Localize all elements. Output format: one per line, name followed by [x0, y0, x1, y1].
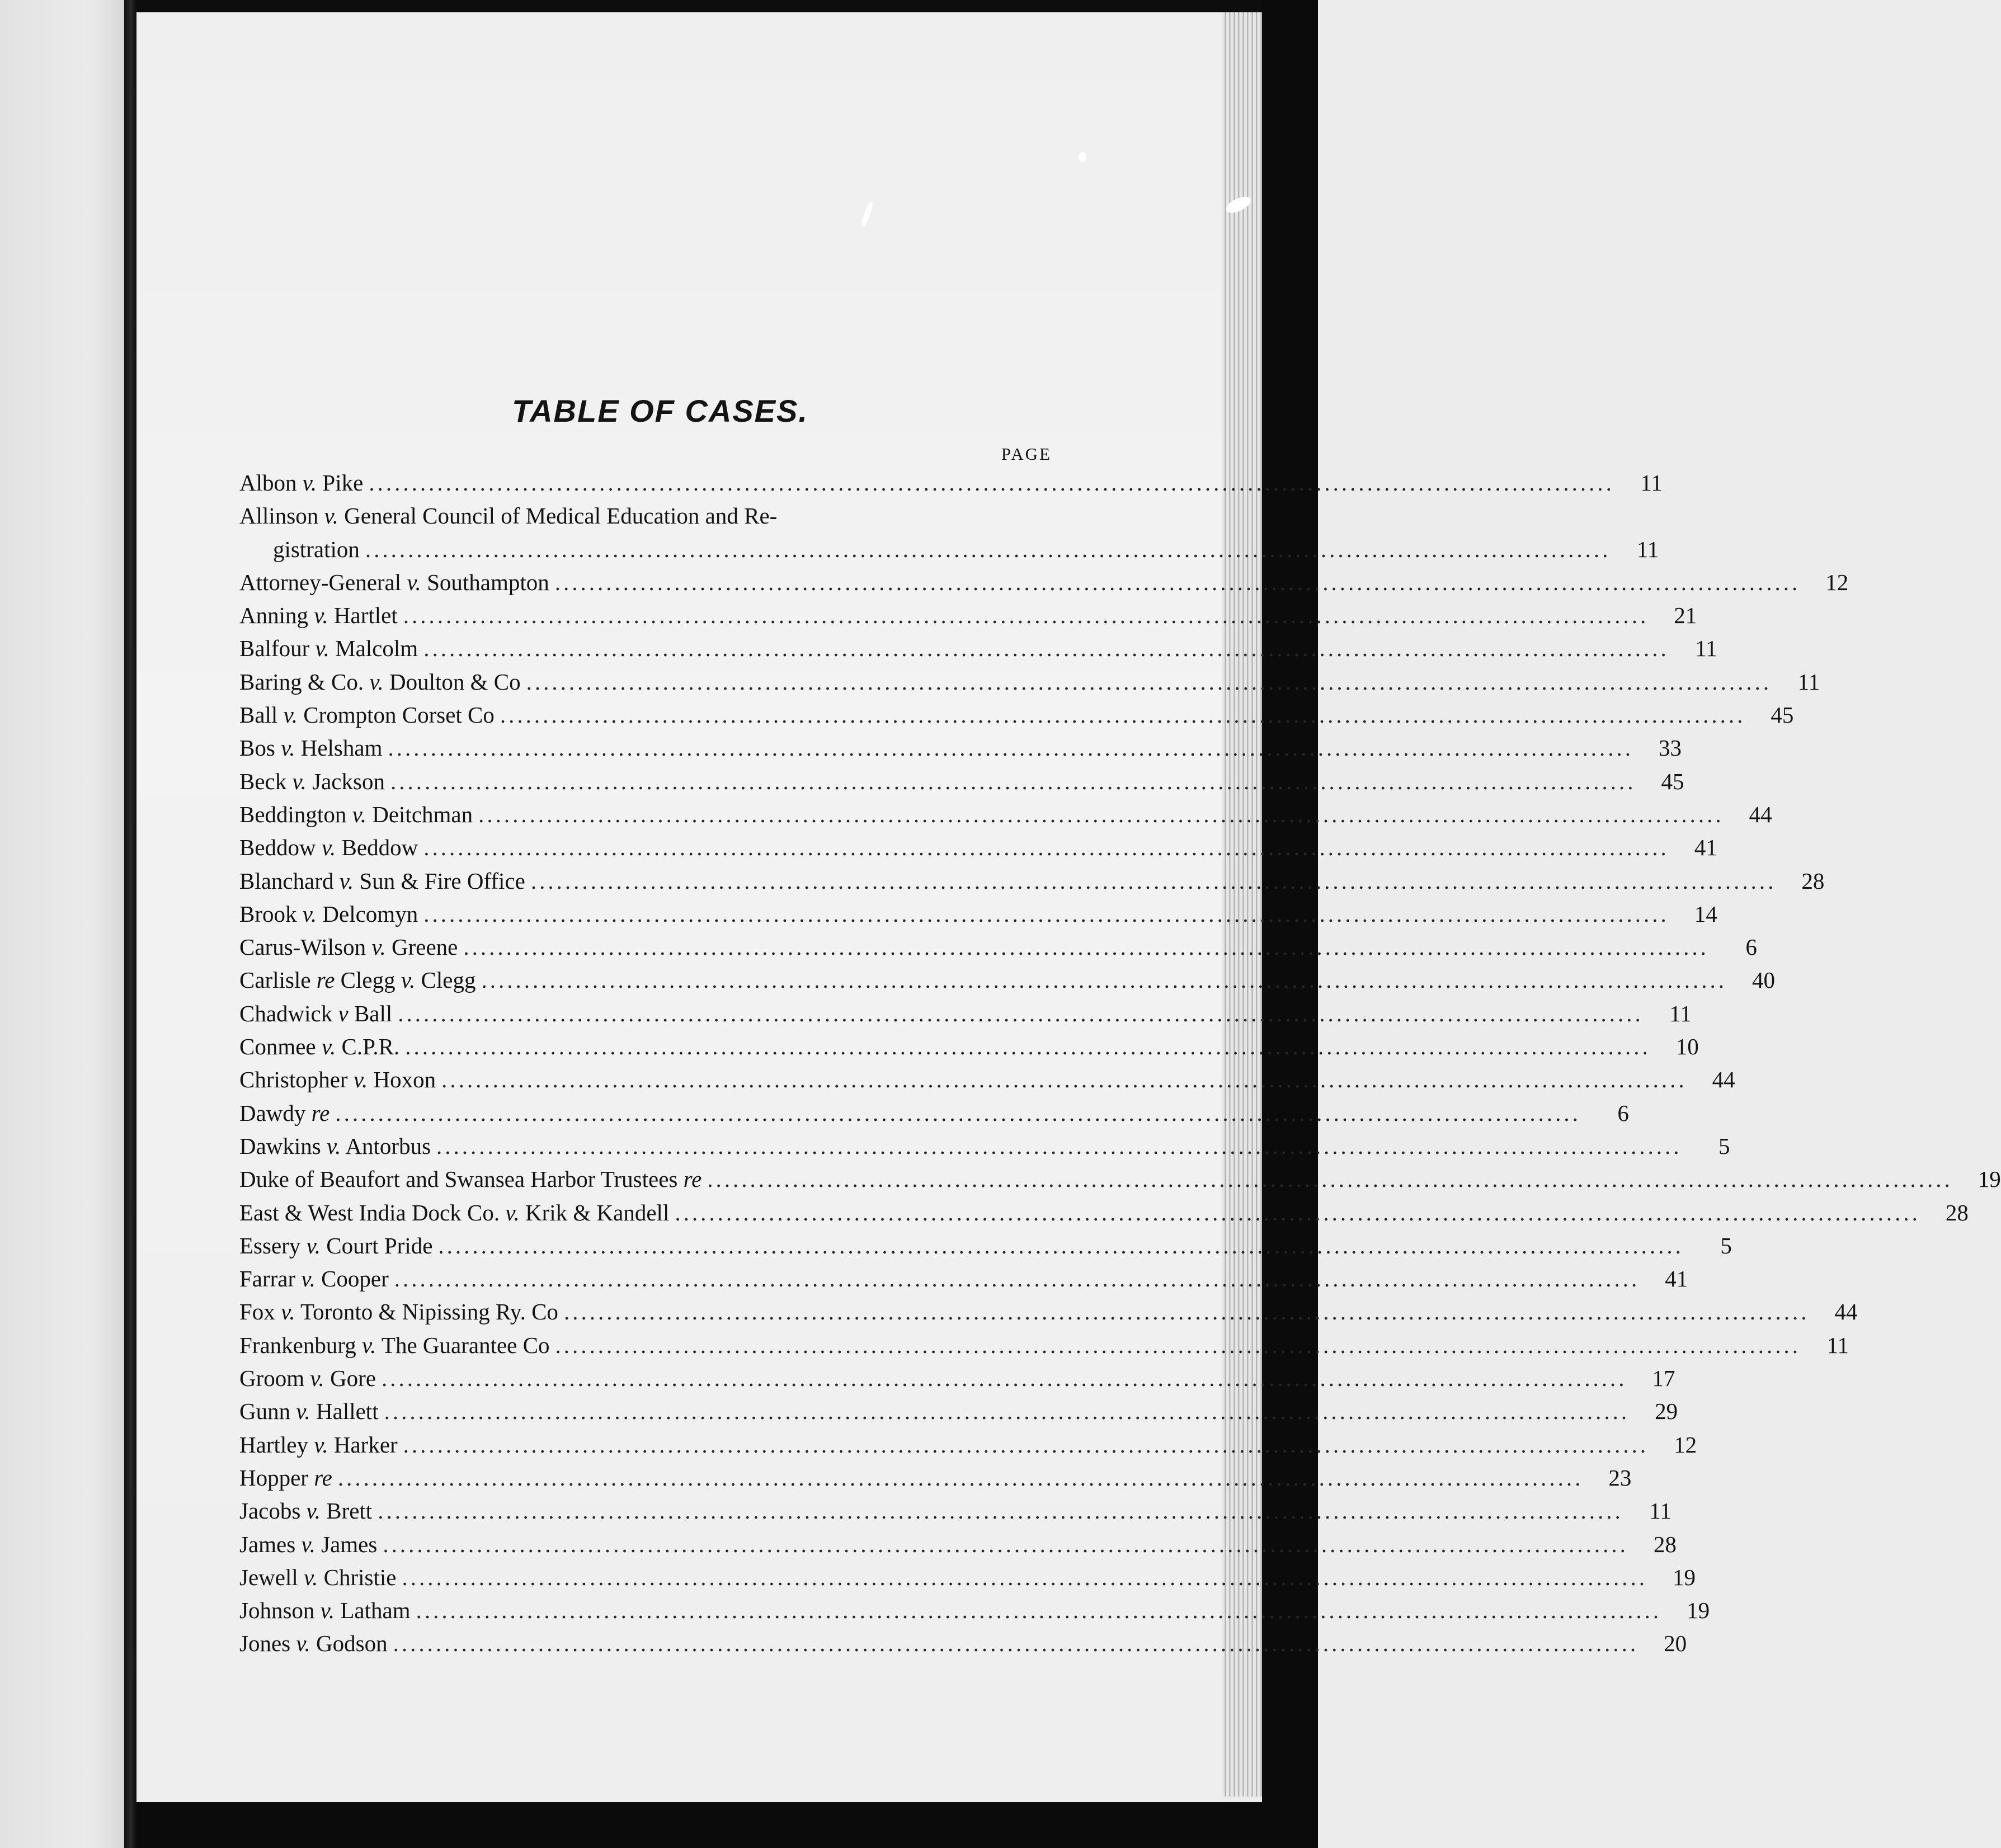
case-name: Jacobs v. Brett — [239, 1498, 373, 1524]
dot-leader: .................................................................................................................................................. — [378, 1498, 1623, 1524]
dot-leader: .................................................................................................................................................. — [423, 901, 1669, 927]
scan-border-bottom — [136, 1802, 1318, 1848]
dot-leader: .................................................................................................................................................. — [337, 1464, 1584, 1491]
case-entry — [239, 632, 1717, 665]
case-entry — [239, 499, 1056, 532]
case-name: Farrar v. Cooper — [239, 1266, 389, 1292]
scan-border-top — [136, 0, 1318, 12]
case-entry — [239, 1063, 1735, 1096]
case-page-number: 11 — [1669, 1000, 1692, 1026]
case-name: Fox v. Toronto & Nipissing Ry. Co — [239, 1299, 558, 1325]
case-entry — [239, 1561, 1696, 1594]
case-name: Jones v. Godson — [239, 1630, 388, 1657]
case-page-number: 12 — [1674, 1431, 1697, 1458]
case-name: Gunn v. Hallett — [239, 1398, 379, 1425]
dot-leader: .................................................................................................................................................. — [403, 1431, 1649, 1458]
case-name: Attorney-General v. Southampton — [239, 569, 549, 595]
case-name: Johnson v. Latham — [239, 1597, 411, 1624]
case-entry — [239, 765, 1684, 798]
dot-leader: .................................................................................................................................................. — [555, 1332, 1801, 1358]
case-entry — [239, 1262, 1688, 1295]
dot-leader: .................................................................................................................................................. — [416, 1597, 1662, 1624]
case-name: Hartley v. Harker — [239, 1431, 398, 1458]
dot-leader: .................................................................................................................................................. — [500, 702, 1746, 728]
case-page-number: 11 — [1695, 635, 1717, 662]
case-entry — [239, 1295, 1858, 1328]
case-name: Chadwick v Ball — [239, 1000, 393, 1026]
dot-leader: .................................................................................................................................................. — [707, 1166, 1953, 1192]
case-entry — [239, 566, 1849, 599]
dot-leader: .................................................................................................................................................. — [530, 868, 1777, 894]
case-page-number: 10 — [1675, 1034, 1699, 1060]
case-entry — [239, 1097, 1629, 1130]
case-name: Balfour v. Malcolm — [239, 635, 418, 662]
case-page-number: 44 — [1834, 1299, 1858, 1325]
case-name: Carlisle re Clegg v. Clegg — [239, 967, 476, 993]
case-name: Hopper re — [239, 1464, 332, 1491]
case-entry — [239, 1429, 1697, 1462]
dot-leader: .................................................................................................................................................. — [675, 1199, 1920, 1225]
case-name: Brook v. Delcomyn — [239, 901, 418, 927]
case-entry — [239, 1229, 1732, 1262]
case-name: East & West India Dock Co. v. Krik & Kandell — [239, 1199, 670, 1225]
dot-leader: .................................................................................................................................................. — [402, 1564, 1647, 1590]
case-entry — [239, 1594, 1710, 1627]
case-page-number: 28 — [1945, 1199, 1969, 1225]
case-name: gistration — [273, 536, 360, 562]
case-page-number: 41 — [1665, 1266, 1688, 1292]
case-page-number: 19 — [1687, 1597, 1710, 1624]
case-entry — [239, 1495, 1672, 1528]
case-entry — [239, 1329, 1849, 1362]
case-entry — [239, 1163, 2001, 1196]
case-name: Baring & Co. v. Doulton & Co — [239, 668, 521, 695]
case-entry — [239, 466, 1663, 499]
case-page-number: 5 — [1720, 1232, 1732, 1258]
case-page-number: 19 — [1672, 1564, 1696, 1590]
case-name: Essery v. Court Pride — [239, 1232, 433, 1258]
case-name: Beck v. Jackson — [239, 768, 385, 794]
case-page-number: 11 — [1636, 536, 1659, 562]
case-entry — [239, 831, 1717, 864]
case-page-number: 12 — [1825, 569, 1849, 595]
case-name: Beddow v. Beddow — [239, 835, 418, 861]
dot-leader: .................................................................................................................................................. — [481, 967, 1727, 993]
dot-leader: .................................................................................................................................................. — [478, 801, 1724, 827]
dot-leader: .................................................................................................................................................. — [365, 536, 1611, 562]
case-page-number: 41 — [1694, 835, 1717, 861]
case-name: Christopher v. Hoxon — [239, 1067, 436, 1093]
case-name: Allinson v. General Council of Medical Education and Re- — [239, 503, 778, 529]
case-page-number: 14 — [1694, 901, 1717, 927]
case-page-number: 6 — [1617, 1100, 1629, 1126]
dot-leader: .................................................................................................................................................. — [463, 934, 1709, 960]
dot-leader: .................................................................................................................................................. — [382, 1365, 1627, 1392]
case-name: Dawdy re — [239, 1100, 330, 1126]
case-name: James v. James — [239, 1531, 378, 1557]
case-name: Frankenburg v. The Guarantee Co — [239, 1332, 550, 1358]
case-page-number: 33 — [1658, 735, 1682, 761]
case-name: Duke of Beaufort and Swansea Harbor Trustees re — [239, 1166, 702, 1192]
case-name: Dawkins v. Antorbus — [239, 1133, 431, 1159]
dot-leader: .................................................................................................................................................. — [398, 1000, 1644, 1026]
case-page-number: 11 — [1649, 1498, 1672, 1524]
dot-leader: .................................................................................................................................................. — [436, 1133, 1682, 1159]
case-entry — [239, 1528, 1677, 1561]
case-name: Blanchard v. Sun & Fire Office — [239, 868, 525, 894]
case-entry — [239, 666, 1820, 699]
dot-leader: .................................................................................................................................................. — [390, 768, 1636, 794]
case-name: Jewell v. Christie — [239, 1564, 397, 1590]
case-entry — [239, 931, 1757, 964]
case-page-number: 17 — [1652, 1365, 1675, 1392]
case-page-number: 21 — [1674, 602, 1697, 629]
case-entry — [239, 865, 1825, 898]
paper-blemish — [1079, 152, 1086, 162]
facing-page-edge — [0, 0, 124, 1848]
case-name: Ball v. Crompton Corset Co — [239, 702, 495, 728]
dot-leader: .................................................................................................................................................. — [423, 835, 1669, 861]
dot-leader: .................................................................................................................................................. — [383, 1531, 1628, 1557]
case-page-number: 11 — [1797, 668, 1820, 695]
case-name: Albon v. Pike — [239, 470, 364, 496]
case-page-number: 44 — [1712, 1067, 1735, 1093]
case-entry — [239, 732, 1682, 765]
case-name: Bos v. Helsham — [239, 735, 383, 761]
page-title: TABLE OF CASES. — [512, 393, 808, 428]
dot-leader: .................................................................................................................................................. — [369, 470, 1614, 496]
case-page-number: 45 — [1661, 768, 1684, 794]
case-page-number: 44 — [1749, 801, 1772, 827]
case-entry — [239, 1627, 1687, 1660]
case-name: Groom v. Gore — [239, 1365, 376, 1392]
case-page-number: 5 — [1718, 1133, 1730, 1159]
case-page-number: 28 — [1653, 1531, 1677, 1557]
case-entry — [239, 1196, 1969, 1229]
dot-leader: .................................................................................................................................................. — [438, 1232, 1684, 1258]
case-page-number: 11 — [1826, 1332, 1849, 1358]
case-name: Beddington v. Deitchman — [239, 801, 473, 827]
case-page-number: 40 — [1752, 967, 1775, 993]
case-entry — [239, 1395, 1678, 1428]
case-page-number: 28 — [1801, 868, 1825, 894]
case-page-number: 20 — [1664, 1630, 1687, 1657]
case-entry — [239, 1362, 1675, 1395]
dot-leader: .................................................................................................................................................. — [441, 1067, 1687, 1093]
case-page-number: 6 — [1745, 934, 1757, 960]
case-entry — [239, 1130, 1730, 1163]
case-entry — [239, 898, 1717, 931]
case-entry — [239, 798, 1772, 831]
dot-leader: .................................................................................................................................................. — [423, 635, 1669, 662]
dot-leader: .................................................................................................................................................. — [554, 569, 1801, 595]
case-entry — [239, 699, 1794, 732]
dot-leader: .................................................................................................................................................. — [384, 1398, 1630, 1425]
book-gutter — [124, 0, 136, 1848]
case-page-number: 45 — [1771, 702, 1794, 728]
case-name: Conmee v. C.P.R. — [239, 1034, 400, 1060]
dot-leader: .................................................................................................................................................. — [403, 602, 1649, 629]
case-name: Carus-Wilson v. Greene — [239, 934, 458, 960]
dot-leader: .................................................................................................................................................. — [405, 1034, 1651, 1060]
case-entry — [239, 1030, 1699, 1063]
dot-leader: .................................................................................................................................................. — [335, 1100, 1581, 1126]
case-entry — [239, 1462, 1632, 1495]
case-name: Anning v. Hartlet — [239, 602, 398, 629]
dot-leader: .................................................................................................................................................. — [393, 1630, 1639, 1657]
case-entry — [239, 964, 1775, 997]
case-page-number: 11 — [1640, 470, 1663, 496]
dot-leader: .................................................................................................................................................. — [388, 735, 1633, 761]
case-page-number: 19 — [1978, 1166, 2001, 1192]
case-page-number: 29 — [1655, 1398, 1678, 1425]
dot-leader: .................................................................................................................................................. — [563, 1299, 1810, 1325]
case-entry — [239, 599, 1697, 632]
dot-leader: .................................................................................................................................................. — [394, 1266, 1640, 1292]
case-entry — [239, 997, 1692, 1030]
cases-list — [239, 466, 2001, 1661]
dot-leader: .................................................................................................................................................. — [526, 668, 1772, 695]
case-entry-continuation — [239, 533, 1659, 566]
page-column-header: PAGE — [1001, 444, 1052, 464]
case-page-number: 23 — [1608, 1464, 1632, 1491]
